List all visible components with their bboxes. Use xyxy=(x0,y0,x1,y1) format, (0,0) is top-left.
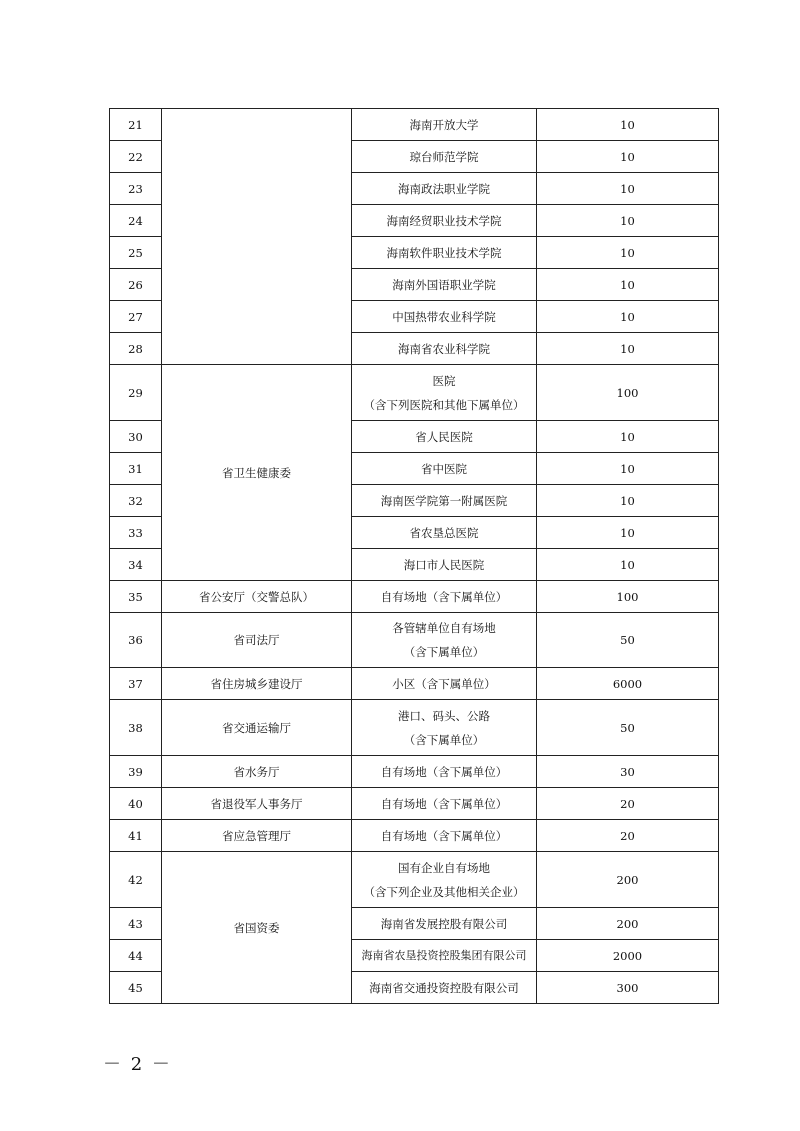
dept-cell: 省住房城乡建设厅 xyxy=(162,668,352,700)
dept-cell-blank xyxy=(162,109,352,365)
row-number: 21 xyxy=(110,109,162,141)
unit-cell: 海南省发展控股有限公司 xyxy=(352,908,537,940)
unit-line-2: （含下列医院和其他下属单位） xyxy=(363,397,525,412)
row-number: 32 xyxy=(110,485,162,517)
table-row xyxy=(110,581,719,613)
quantity-cell: 10 xyxy=(537,333,719,365)
row-number: 22 xyxy=(110,141,162,173)
row-number: 42 xyxy=(110,852,162,908)
quantity-cell: 2000 xyxy=(537,940,719,972)
unit-cell: 海南医学院第一附属医院 xyxy=(352,485,537,517)
dept-cell: 省卫生健康委 xyxy=(162,365,352,581)
row-number: 43 xyxy=(110,908,162,940)
quantity-cell: 10 xyxy=(537,141,719,173)
quantity-cell: 50 xyxy=(537,613,719,668)
unit-cell xyxy=(352,365,537,421)
unit-cell: 海南外国语职业学院 xyxy=(352,269,537,301)
row-number: 44 xyxy=(110,940,162,972)
unit-cell: 省人民医院 xyxy=(352,421,537,453)
quantity-cell: 6000 xyxy=(537,668,719,700)
dept-cell: 省司法厅 xyxy=(162,613,352,668)
unit-cell: 海南省农垦投资控股集团有限公司 xyxy=(352,940,537,972)
quantity-cell: 30 xyxy=(537,756,719,788)
quantity-cell: 50 xyxy=(537,700,719,756)
unit-cell xyxy=(352,700,537,756)
table-row xyxy=(110,820,719,852)
row-number: 24 xyxy=(110,205,162,237)
unit-line-2: （含下列企业及其他相关企业） xyxy=(363,884,525,899)
quota-table xyxy=(109,108,719,1004)
row-number: 30 xyxy=(110,421,162,453)
quantity-cell: 10 xyxy=(537,205,719,237)
unit-cell: 琼台师范学院 xyxy=(352,141,537,173)
row-number: 33 xyxy=(110,517,162,549)
row-number: 28 xyxy=(110,333,162,365)
unit-line-1: 医院 xyxy=(432,373,456,388)
quantity-cell: 10 xyxy=(537,109,719,141)
row-number: 36 xyxy=(110,613,162,668)
row-number: 38 xyxy=(110,700,162,756)
row-number: 23 xyxy=(110,173,162,205)
row-number: 45 xyxy=(110,972,162,1004)
unit-line-2: （含下属单位） xyxy=(403,732,485,747)
unit-cell: 中国热带农业科学院 xyxy=(352,301,537,333)
table-row xyxy=(110,756,719,788)
row-number: 25 xyxy=(110,237,162,269)
quantity-cell: 200 xyxy=(537,908,719,940)
table-row xyxy=(110,613,719,668)
table-row xyxy=(110,109,719,141)
dept-cell: 省交通运输厅 xyxy=(162,700,352,756)
quantity-cell: 10 xyxy=(537,301,719,333)
unit-cell: 小区（含下属单位） xyxy=(352,668,537,700)
unit-cell: 海南省农业科学院 xyxy=(352,333,537,365)
page-number: － 2 － xyxy=(103,1054,172,1075)
dept-cell: 省国资委 xyxy=(162,852,352,1004)
row-number: 41 xyxy=(110,820,162,852)
unit-line-2: （含下属单位） xyxy=(403,645,485,659)
row-number: 31 xyxy=(110,453,162,485)
quantity-cell: 10 xyxy=(537,549,719,581)
quantity-cell: 100 xyxy=(537,365,719,421)
quantity-cell: 10 xyxy=(537,453,719,485)
quantity-cell: 10 xyxy=(537,173,719,205)
row-number: 37 xyxy=(110,668,162,700)
quantity-cell: 20 xyxy=(537,788,719,820)
unit-cell: 海口市人民医院 xyxy=(352,549,537,581)
row-number: 34 xyxy=(110,549,162,581)
row-number: 40 xyxy=(110,788,162,820)
quantity-cell: 10 xyxy=(537,237,719,269)
table-row xyxy=(110,668,719,700)
quantity-cell: 20 xyxy=(537,820,719,852)
row-number: 27 xyxy=(110,301,162,333)
dept-cell: 省应急管理厅 xyxy=(162,820,352,852)
quantity-cell: 10 xyxy=(537,485,719,517)
unit-cell xyxy=(352,613,537,668)
unit-cell: 省中医院 xyxy=(352,453,537,485)
unit-cell: 自有场地（含下属单位） xyxy=(352,788,537,820)
unit-cell: 海南经贸职业技术学院 xyxy=(352,205,537,237)
dept-cell: 省公安厅（交警总队） xyxy=(162,581,352,613)
dept-cell: 省水务厅 xyxy=(162,756,352,788)
unit-cell: 自有场地（含下属单位） xyxy=(352,820,537,852)
unit-cell: 海南省交通投资控股有限公司 xyxy=(352,972,537,1004)
quantity-cell: 10 xyxy=(537,421,719,453)
table-row xyxy=(110,788,719,820)
row-number: 35 xyxy=(110,581,162,613)
dept-cell: 省退役军人事务厅 xyxy=(162,788,352,820)
unit-line-1: 各管辖单位自有场地 xyxy=(392,621,496,635)
unit-cell: 海南软件职业技术学院 xyxy=(352,237,537,269)
unit-cell xyxy=(352,852,537,908)
unit-cell: 自有场地（含下属单位） xyxy=(352,581,537,613)
unit-line-1: 港口、码头、公路 xyxy=(398,708,490,723)
table-row xyxy=(110,852,719,908)
unit-cell: 省农垦总医院 xyxy=(352,517,537,549)
unit-cell: 海南开放大学 xyxy=(352,109,537,141)
table-row xyxy=(110,700,719,756)
quantity-cell: 200 xyxy=(537,852,719,908)
quantity-cell: 10 xyxy=(537,517,719,549)
table-row xyxy=(110,365,719,421)
quantity-cell: 300 xyxy=(537,972,719,1004)
row-number: 39 xyxy=(110,756,162,788)
unit-line-1: 国有企业自有场地 xyxy=(398,860,490,875)
unit-cell: 海南政法职业学院 xyxy=(352,173,537,205)
row-number: 29 xyxy=(110,365,162,421)
quantity-cell: 10 xyxy=(537,269,719,301)
unit-cell: 自有场地（含下属单位） xyxy=(352,756,537,788)
quantity-cell: 100 xyxy=(537,581,719,613)
row-number: 26 xyxy=(110,269,162,301)
